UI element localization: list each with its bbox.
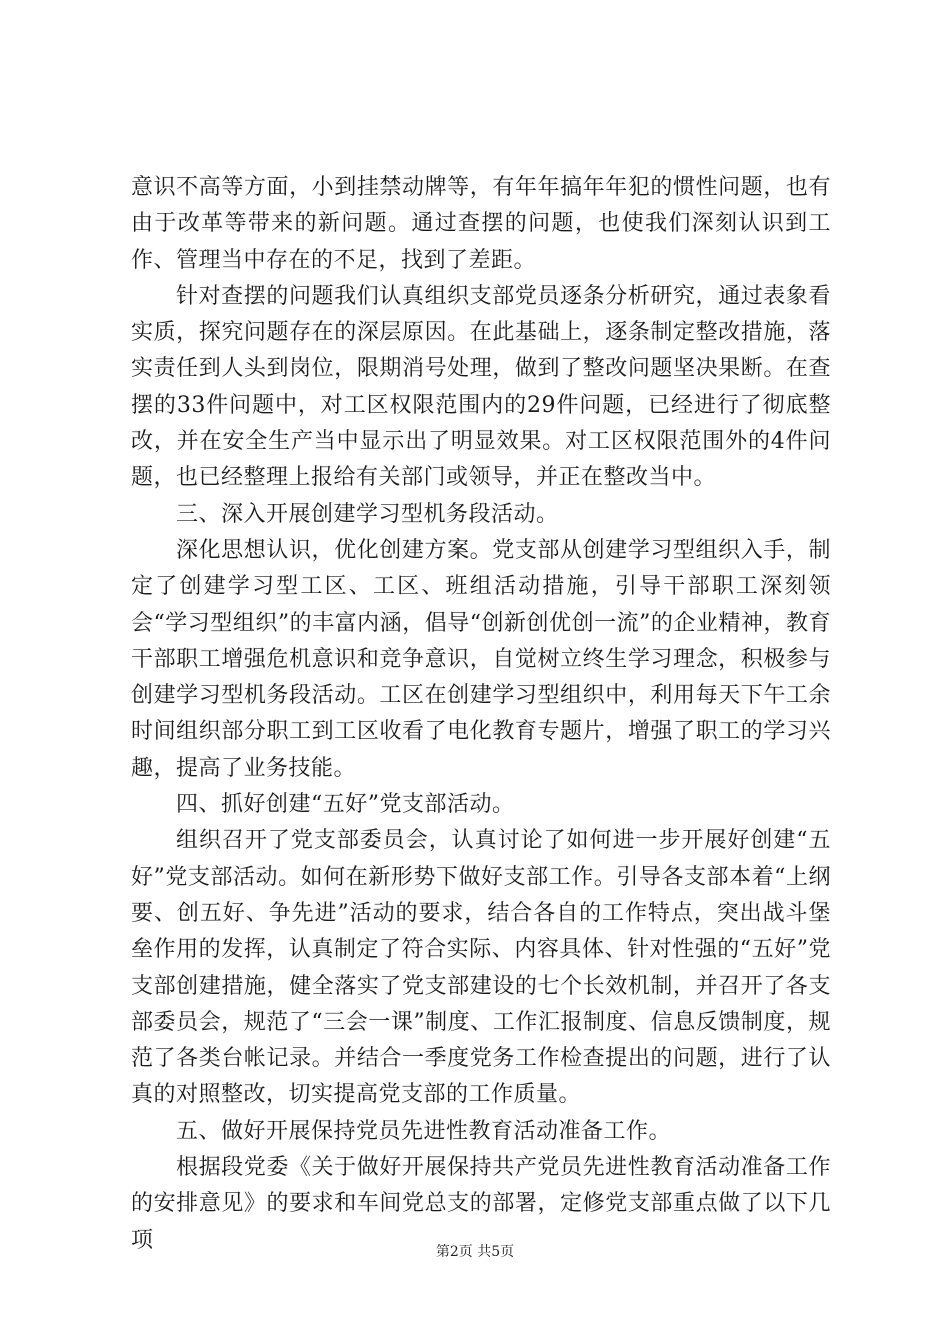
section-heading-3: 三、深入开展创建学习型机务段活动。 xyxy=(176,501,559,527)
paragraph-preparation: 根据段党委《关于做好开展保持共产党员先进性教育活动准备工作的安排意见》的要求和车间党总支的部署，定修党支部重点做了以下几项 xyxy=(131,1155,831,1253)
page-footer: 第2页 共5页 xyxy=(435,1244,515,1260)
paragraph-continued: 意识不高等方面，小到挂禁动牌等，有年年搞年年犯的惯性问题，也有由于改革等带来的新问题。通过查摆的问题，也使我们深刻认识到工作、管理当中存在的不足，找到了差距。 xyxy=(131,175,831,273)
body-text xyxy=(131,170,831,1259)
section-heading-4: 四、抓好创建“五好”党支部活动。 xyxy=(176,792,515,818)
paragraph-five-good: 组织召开了党支部委员会，认真讨论了如何进一步开展好创建“五好”党支部活动。如何在新形势下做好支部工作。引导各支部本着“上纲要、创五好、争先进”活动的要求，结合各自的工作特点，突出战斗堡垒作用的发挥，认真制定了符合实际、内容具体、针对性强的“五好”党支部创建措施，健全落实了党支部建设的七个长效机制，并召开了各支部委员会，规范了“三会一课”制度、工作汇报制度、信息反馈制度，规范了各类台帐记录。并结合一季度党务工作检查提出的问题，进行了认真的对照整改，切实提高党支部的工作质量。 xyxy=(131,828,831,1108)
section-heading-5: 五、做好开展保持党员先进性教育活动准备工作。 xyxy=(176,1118,672,1144)
paragraph-rectification: 针对查摆的问题我们认真组织支部党员逐条分析研究，通过表象看实质，探究问题存在的深层原因。在此基础上，逐条制定整改措施，落实责任到人头到岗位，限期消号处理，做到了整改问题坚决果断。在查摆的33件问题中，对工区权限范围内的29件问题，已经进行了彻底整改，并在安全生产当中显示出了明显效果。对工区权限范围外的4件问题，也已经整理上报给有关部门或领导，并正在整改当中。 xyxy=(131,283,831,491)
paragraph-learning-org: 深化思想认识，优化创建方案。党支部从创建学习型组织入手，制定了创建学习型工区、工区、班组活动措施，引导干部职工深刻领会“学习型组织”的丰富内涵，倡导“创新创优创一流”的企业精神，教育干部职工增强危机意识和竞争意识，自觉树立终生学习理念，积极参与创建学习型机务段活动。工区在创建学习型组织中，利用每天下午工余时间组织部分职工到工区收看了电化教育专题片，增强了职工的学习兴趣，提高了业务技能。 xyxy=(131,537,831,781)
